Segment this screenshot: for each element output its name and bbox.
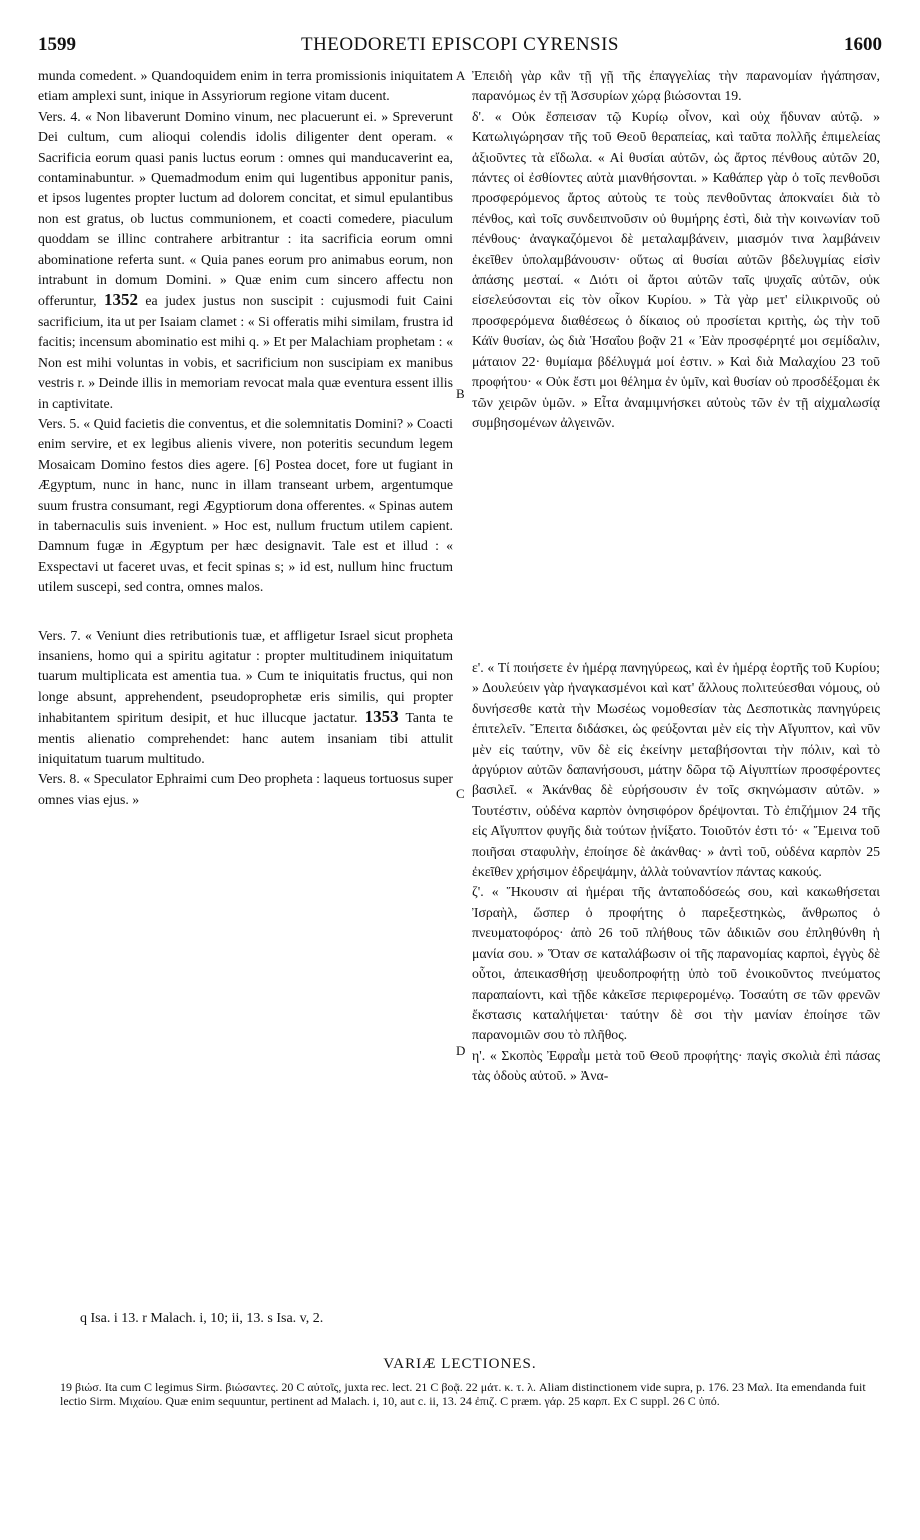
latin-paragraph [38,626,453,770]
page-header [38,34,882,60]
margin-letter: D [456,1043,466,1058]
running-title: THEODORETI EPISCOPI CYRENSIS [300,34,620,55]
margin-letter: C [456,786,465,801]
variae-lectiones-text: 19 βιώσ. Ita cum C legimus Sirm. βιώσαντες. 20 C αὐτοῖς, juxta rec. lect. 21 C βοᾷ. 22 μάτ. κ. τ. λ. Aliam distinctionem vide supra, p. 176. 23 Μαλ. Ita emendanda fuit lectio Sirm. Μιχαίου. Quæ enim sequuntur, pertinent ad Malach. i, 10, aut c. ii, 13. 24 ἐπιζ. C præm. γάρ. 25 καρπ. Ex C suppl. 26 C ὑπό. [60,1380,866,1408]
greek-paragraph: ζ'. « Ἥκουσιν αἱ ἡμέραι τῆς ἀνταποδόσεώς σου, καὶ κακωθήσεται Ἰσραὴλ, ὥσπερ ὁ προφήτης ὁ παρεξεστηκὼς, ἄνθρωπος ὁ πνευματοφόρος· ἀπὸ 26 τοῦ πλήθους τῶν ἀδικιῶν σου ἐπληθύνθη ἡ μανία σου. » Ὅταν σε καταλάβωσιν οἱ τῆς παρανομίας καρποὶ, ἐγγὺς δὲ οὗτοι, ἀπεικασθήσῃ ψευδοπροφήτῃ ὑπὸ τοῦ ἐνοικοῦντος πνεύματος παραπαίοντι, καὶ τῇδε κἀκεῖσε περιφερομένῳ. Τοσαύτη σε τῶν φρενῶν ἔκστασις καταλήψεται· ταύτην δὲ σοι τὴν μανίαν ἐποίησε τῶν παρανομιῶν σου τὸ πλῆθος. [472,884,880,1043]
page-number-left: 1599 [38,34,76,55]
latin-paragraph [38,107,453,414]
latin-paragraph: Vers. 8. « Speculator Ephraimi cum Deo propheta : laqueus tortuosus super omnes vias ejus. » [38,771,453,807]
footnotes: q Isa. i 13. r Malach. i, 10; ii, 13. s Isa. v, 2. [80,1311,324,1326]
latin-text: Vers. 7. « Veniunt dies retributionis tuæ, et affligetur Israel sicut propheta insaniens, homo qui a spiritu agitatur : propter multitudinem iniquitatum tuarum multiplicata est amentia tua. » Cum te iniquitatis fructus, qui non longe absunt, apprehendent, pseudoprophetæ eris similis, qui propter inhabitantem spiritum desipit, et huc illucque jactatur. [38,627,453,726]
latin-text: Tanta te mentis alienatio comprehendet: hanc autem insaniam tibi attulit iniquitatum tuarum multitudo. [38,710,454,766]
margin-letter: A [456,68,466,83]
column-number: 1352 [104,290,138,310]
latin-text: ea judex justus non suscipit : cujusmodi fuit Caini sacrificium, ita ut per Isaiam clamet : « Si offeratis mihi similam, frustra id facitis; incensum abominatio est mihi q. » Et per Malachiam prophetam : « Non est mihi voluntas in vobis, et sacrificium non suscipiam ex manibus vestris r. » Deinde illis in memoriam revocat mala quæ eventura essent illis in captivitate. [38,293,454,411]
greek-paragraph: ε'. « Τί ποιήσετε ἐν ἡμέρᾳ πανηγύρεως, καὶ ἐν ἡμέρᾳ ἑορτῆς τοῦ Κυρίου; » Δουλεύειν γὰρ ἠναγκασμένοι καὶ κατ' ἄλλους πολιτεύεσθαι νόμους, οὐ δυνήσεσθε κατὰ τὴν Μωσέως νομοθεσίαν τὰς Δεσποτικὰς πανηγύρεις ἐπιτελεῖν. Ἔπειτα διδάσκει, ὡς φεύξονται μὲν εἰς τὴν Αἴγυπτον, καὶ νῦν μὲν εἰς ταύτην, νῦν δὲ εἰς ἐκείνην μεταβήσονται τὴν πόλιν, καὶ τὸ ἀργύριον αὐτῶν δαπανήσουσι, μάτην δῶρα τῷ Αἰγυπτίων προσφέροντες βασιλεῖ. « Ἀκάνθας δὲ εὑρήσουσιν ἐν τοῖς σκηνώμασιν αὐτῶν. » Τουτέστιν, οὐδένα καρπὸν ὀνησιφόρον δρέψονται. Τὸ ἐπιζήμιον 24 τῆς εἰς Αἴγυπτον φυγῆς διὰ τούτων ᾐνίξατο. Τοιοῦτόν ἐστι τό· « Ἔμεινα τοῦ ποιῆσαι σταφυλὴν, ἐποίησε δὲ ἀκάνθας· » ἀντὶ τοῦ, οὐδένα καρπὸν 25 ἐκεῖθεν χρήσιμον ἐδρεψάμην, ἀλλὰ τοὐναντίον πάντας κακούς. [472,660,880,880]
greek-paragraph: η'. « Σκοπὸς Ἐφραῒμ μετὰ τοῦ Θεοῦ προφήτης· παγὶς σκολιὰ ἐπὶ πάσας τὰς ὁδοὺς αὐτοῦ. » Ἀνα- [472,1047,880,1084]
latin-column [38,66,453,810]
margin-letter: B [456,386,465,401]
greek-column [472,66,880,433]
greek-column-lower [472,658,880,1087]
greek-paragraph: Ἐπειδὴ γὰρ κἂν τῇ γῇ τῆς ἐπαγγελίας τὴν παρανομίαν ἠγάπησαν, παρανόμως ἐν τῇ Ἀσσυρίων χώρᾳ βιώσονται 19. [472,68,880,104]
variae-lectiones-title: VARIÆ LECTIONES. [383,1356,537,1372]
greek-paragraph: δ'. « Οὐκ ἔσπεισαν τῷ Κυρίῳ οἶνον, καὶ οὐχ ἥδυναν αὐτῷ. » Κατωλιγώρησαν τῆς τοῦ Θεοῦ θεραπείας, καὶ ταῦτα πολλῆς ἐπιμελείας ἀξιοῦντες τὰ εἴδωλα. « Αἱ θυσίαι αὐτῶν, ὡς ἄρτος πένθους αὐτῶν 20, πάντες οἱ ἐσθίοντες αὐτὰ μιανθήσονται. » Καθάπερ γὰρ ὁ τοῖς πενθοῦσι προσφερόμενος ἄρτος αὐτοὺς τε τοὺς πενθοῦντας ἀποκναίει διὰ τὸ πένθος, καὶ τοῖς συνδειπνοῦσιν οὐ θυμήρης ἐστὶ, διὰ τὴν κοινωνίαν τοῦ πένθους· ἀναγκαζόμενοι δὲ μεταλαμβάνειν, μιασμόν τινα λαμβάνειν ἐκεῖθεν ὑπολαμβάνουσιν· οὕτως αἱ θυσίαι αὐτῶν βδελυγμίας εἰσὶν ἁπάσης μεσταί. « Διότι οἱ ἄρτοι αὐτῶν ταῖς ψυχαῖς αὐτῶν, οὐκ εἰσελεύσονται εἰς τὸν οἶκον Κυρίου. » Τὰ γὰρ μετ' εἰλικρινοῦς οὐ προσφερόμενα διαθέσεως ὁ δίκαιος οὐ προσίεται κριτὴς, ὡς τὴν τοῦ Κάϊν θυσίαν, ὡς διὰ Ἡσαΐου βοᾷν 21 « Ἐὰν προσφέρητέ μοι σεμίδαλιν, μάταιον 22· θυμίαμα βδέλυγμά μοί ἐστιν. » Καὶ διὰ Μαλαχίου 23 τοῦ προφήτου· « Οὐκ ἔστι μοι θέλημα ἐν ὑμῖν, καὶ θυσίαν οὐ προσδέξομαι ἐκ τῶν χειρῶν ὑμῶν. » Εἶτα ἀναμιμνήσκει αὐτοὺς τῶν ἐν τῇ αἰχμαλωσίᾳ συμβησομένων ἀλγεινῶν. [472,108,880,430]
latin-paragraph: Vers. 5. « Quid facietis die conventus, et die solemnitatis Domini? » Coacti enim servire, et ex legibus alienis vivere, non poteritis secundum legem Mosaicam Domino festos dies agere. [6] Postea docet, fore ut fugiant in Ægyptum, nunc in hanc, nunc in illam transeant urbem, argentumque suum frustra consumant, regi Ægyptiorum dona offerentes. « Spinas autem in tabernaculis suis invenient. » Hoc est, nullum fructum utilem capient. Damnum fugæ in Ægyptum per hæc designavit. Tale est et illud : « Exspectavi ut faceret uvas, et fecit spinas s; » id est, nullum hinc fructum utilem suscepi, sed contra, omnes malos. [38,415,453,595]
latin-paragraph: munda comedent. » Quandoquidem enim in terra promissionis iniquitatem etiam amplexi sunt, inique in Assyriorum regione vitam ducent. [38,68,453,104]
page-number-right: 1600 [844,34,882,55]
column-number: 1353 [364,707,399,727]
latin-text: Vers. 4. « Non libaverunt Domino vinum, nec placuerunt ei. » Spreverunt Dei cultum, cum alioqui colendis idolis diligenter dent operam. « Sacrificia eorum quasi panis luctus eorum : omnes qui manducaverint ea, contaminabuntur. » Quemadmodum enim qui lugentibus apponitur panis, et ipsos lugentes propter luctum ad dolorem concitat, et simul epulantibus non est gratus, ob luctus communionem, et coacti comedere, piaculum quoddam se illinc contrahere arbitrantur : ita sacrificia eorum omni abominatione referta sunt. « Quia panes eorum pro animabus eorum, non intrabunt in domum Domini. » Quæ enim cum sincero affectu non offeruntur, [38,108,453,309]
